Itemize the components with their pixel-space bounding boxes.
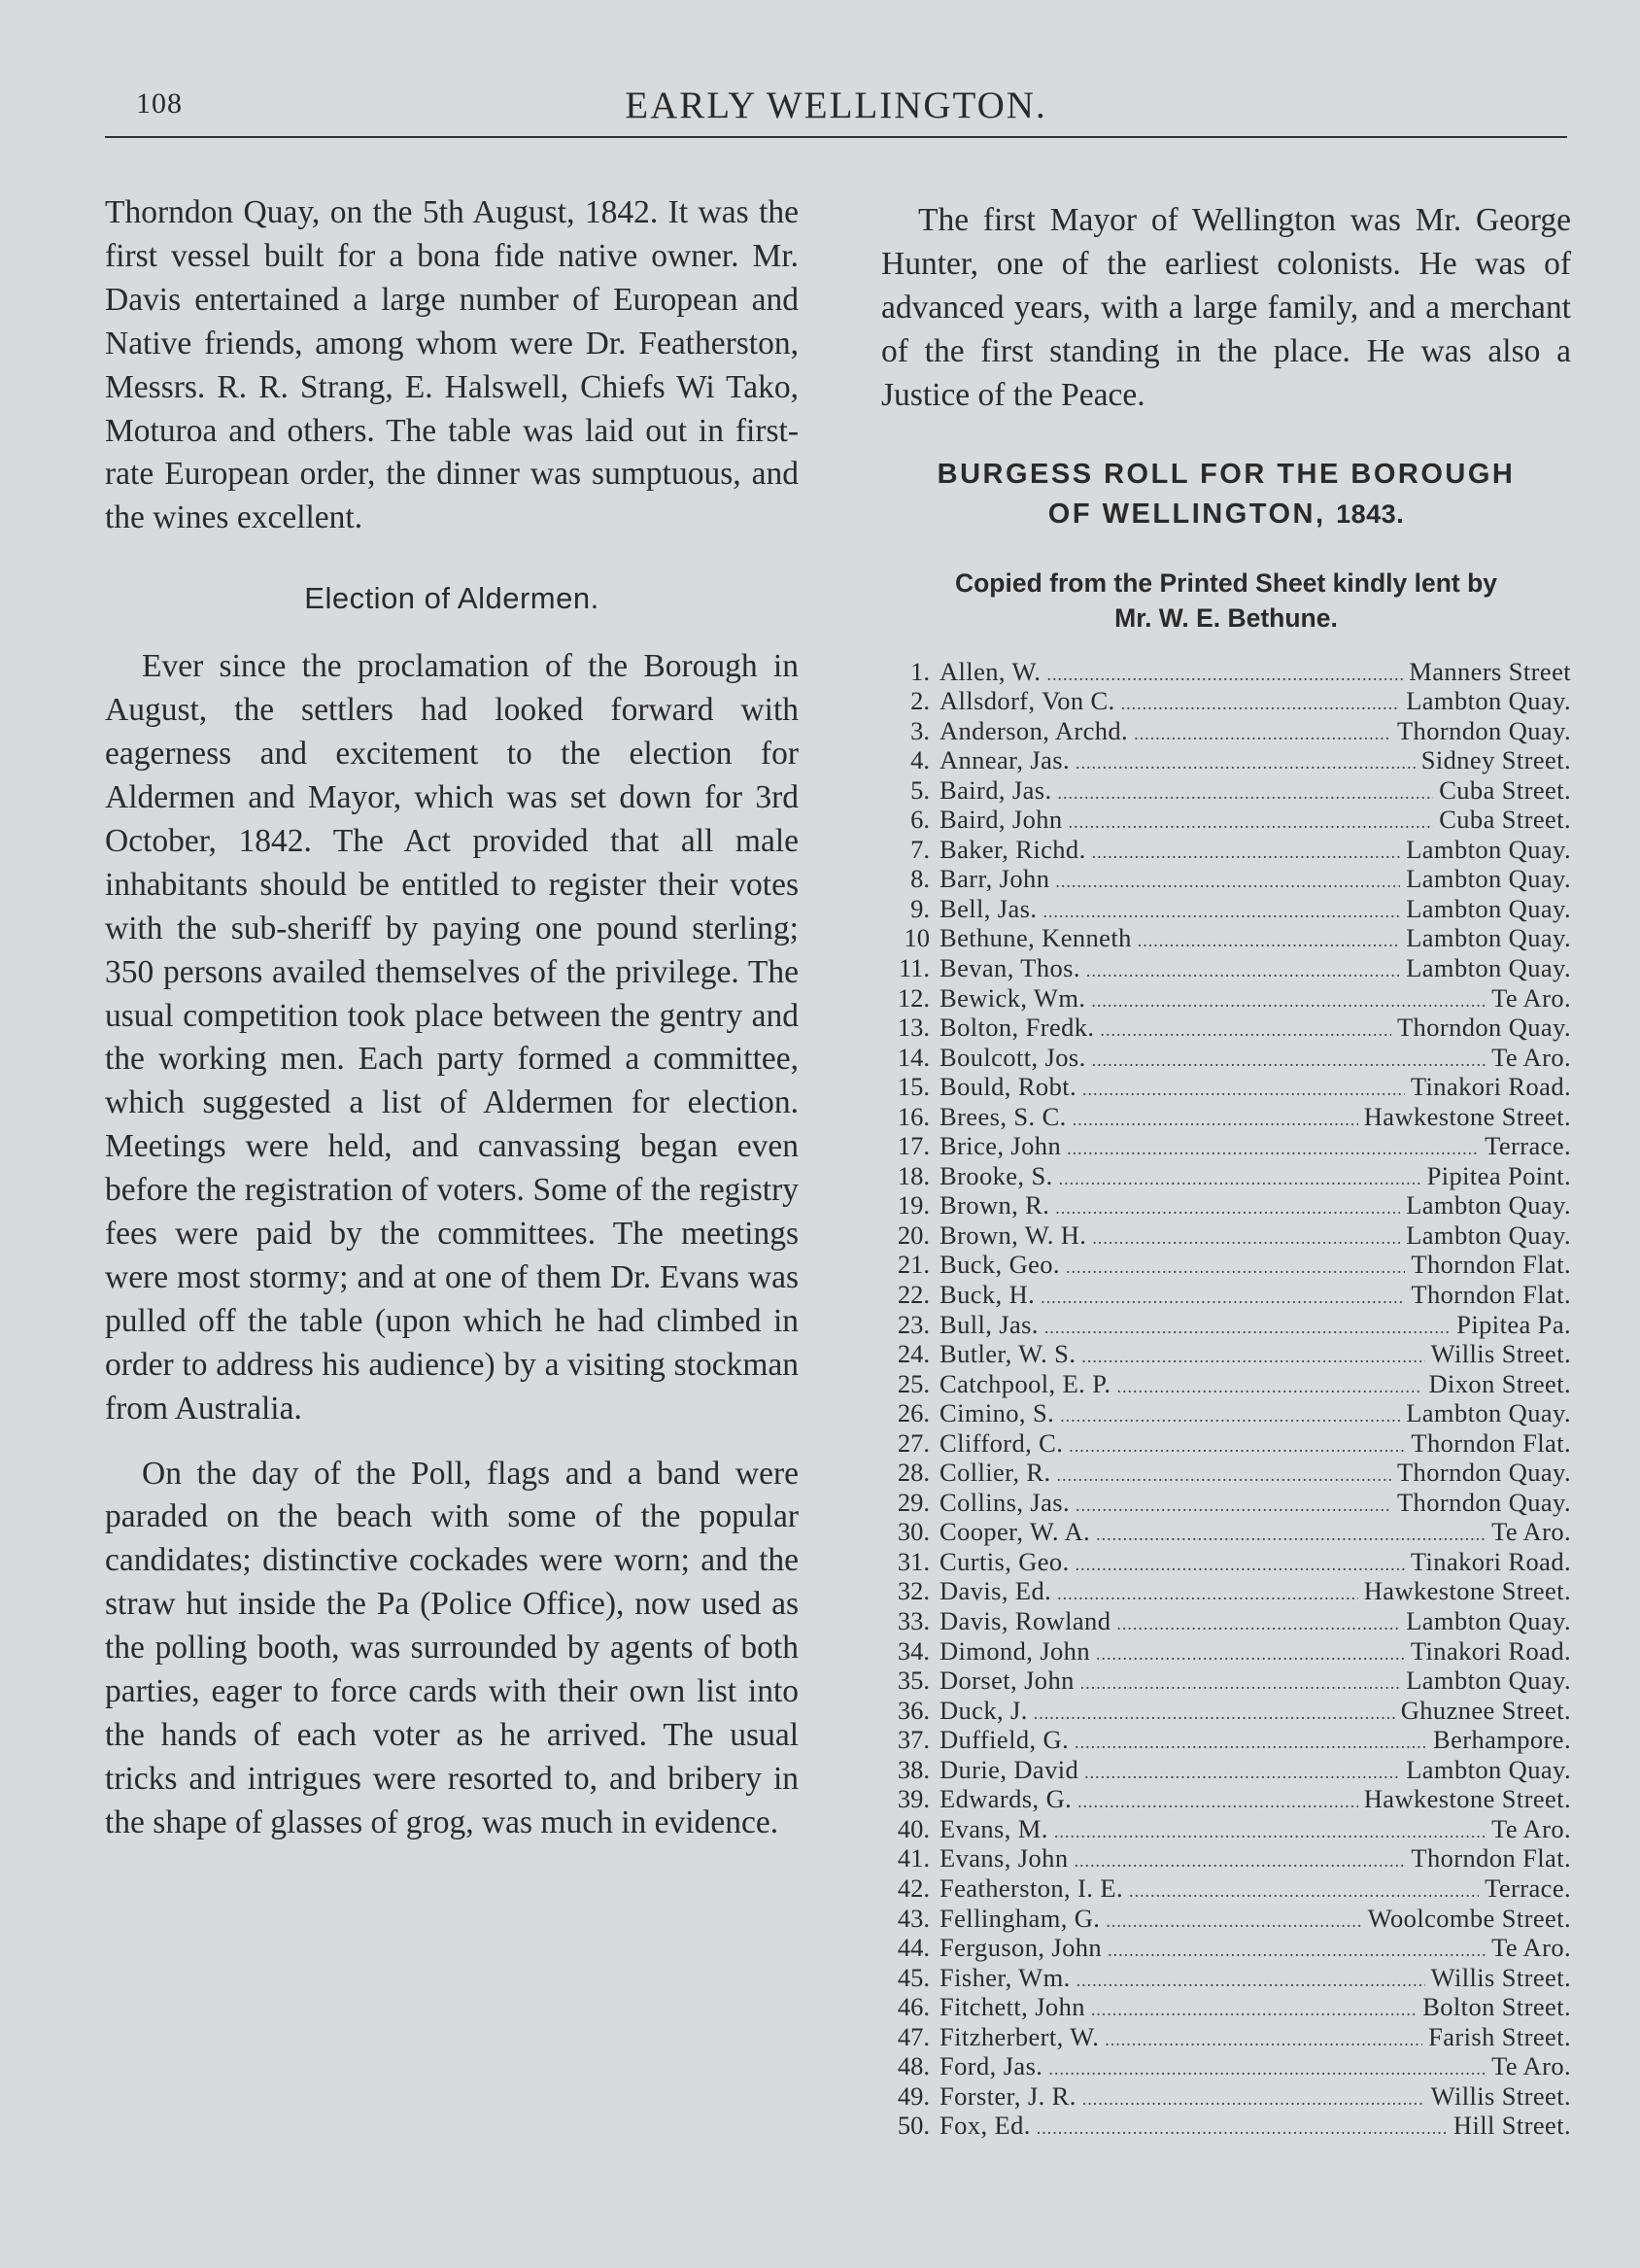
dot-leader: [1074, 1846, 1405, 1876]
roll-entry: [881, 835, 1571, 865]
entry-address: Lambton Quay.: [1406, 1606, 1571, 1636]
roll-entry: [881, 1784, 1571, 1814]
entry-name: Baird, John: [940, 805, 1063, 835]
entry-name: Bethune, Kenneth: [940, 923, 1132, 953]
entry-number: 31.: [897, 1546, 930, 1576]
entry-name: Fisher, Wm.: [940, 1962, 1071, 1992]
roll-entry: [881, 1190, 1571, 1220]
entry-number: 46.: [897, 1992, 930, 2022]
roll-entry: [881, 1013, 1571, 1043]
dot-leader: [1060, 1401, 1400, 1431]
roll-entry: [881, 1933, 1571, 1963]
entry-name: Edwards, G.: [940, 1784, 1073, 1814]
entry-number: 3.: [910, 715, 930, 745]
entry-number: 20.: [897, 1220, 930, 1250]
dot-leader: [1055, 1193, 1400, 1223]
entry-number: 22.: [897, 1280, 930, 1310]
roll-entry: [881, 1310, 1571, 1340]
entry-number: 18.: [897, 1160, 930, 1190]
entry-address: Lambton Quay.: [1406, 686, 1571, 716]
entry-number: 34.: [897, 1635, 930, 1666]
entry-address: Hawkestone Street.: [1363, 1576, 1571, 1606]
roll-entry: [881, 716, 1571, 746]
roll-entry: [881, 686, 1571, 716]
dot-leader: [1105, 2025, 1422, 2055]
entry-name: Bull, Jas.: [940, 1309, 1039, 1339]
entry-address: Thorndon Flat.: [1411, 1843, 1571, 1873]
entry-address: Lambton Quay.: [1406, 893, 1571, 923]
entry-address: Pipitea Point.: [1426, 1160, 1571, 1190]
entry-number: 7.: [910, 834, 930, 864]
dot-leader: [1037, 2113, 1448, 2144]
entry-address: Tinakori Road.: [1410, 1546, 1571, 1576]
roll-entry: [881, 2111, 1571, 2141]
entry-name: Fellingham, G.: [940, 1903, 1101, 1933]
roll-entry: [881, 953, 1571, 983]
entry-name: Catchpool, E. P.: [940, 1368, 1111, 1398]
entry-address: Thorndon Flat.: [1411, 1280, 1571, 1310]
entry-name: Bolton, Fredk.: [940, 1013, 1095, 1043]
roll-entry: [881, 1161, 1571, 1191]
roll-entry: [881, 1547, 1571, 1577]
entry-address: Terrace.: [1485, 1873, 1571, 1903]
roll-entry: [881, 1873, 1571, 1904]
entry-name: Cimino, S.: [940, 1398, 1055, 1428]
entry-name: Baird, Jas.: [940, 774, 1052, 805]
entry-number: 36.: [897, 1695, 930, 1725]
entry-address: Berhampore.: [1433, 1725, 1571, 1755]
dot-leader: [1082, 2084, 1425, 2114]
entry-name: Brees, S. C.: [940, 1101, 1067, 1131]
entry-name: Collier, R.: [940, 1458, 1051, 1488]
entry-address: Lambton Quay.: [1406, 864, 1571, 894]
right-column: [881, 199, 1571, 2141]
roll-source-line-2: Mr. W. E. Bethune.: [1114, 602, 1338, 633]
roll-entry: [881, 1606, 1571, 1636]
dot-leader: [1082, 1075, 1405, 1105]
roll-entry: [881, 2081, 1571, 2112]
paragraph-first-mayor: The first Mayor of Wellington was Mr. George Hunter, one of the earliest colonists. He was of advanced years, with a large family, and a merchant of the first standing in the place. He was also a Justice of the Peace.: [881, 202, 1571, 413]
dot-leader: [1069, 1431, 1405, 1461]
entry-number: 40.: [897, 1813, 930, 1843]
roll-entry: [881, 805, 1571, 835]
roll-entry: [881, 864, 1571, 894]
entry-address: Willis Street.: [1430, 1962, 1571, 1992]
entry-number: 23.: [897, 1309, 930, 1339]
burgess-roll-title: [881, 455, 1571, 534]
entry-name: Davis, Rowland: [940, 1606, 1111, 1636]
entry-name: Featherston, I. E.: [940, 1873, 1123, 1903]
entry-address: Willis Street.: [1430, 2080, 1571, 2111]
dot-leader: [1059, 1164, 1421, 1194]
entry-name: Davis, Ed.: [940, 1576, 1052, 1606]
dot-leader: [1081, 1342, 1424, 1372]
entry-number: 26.: [897, 1398, 930, 1428]
section-heading: Election of Aldermen.: [304, 581, 599, 616]
entry-name: Bould, Robt.: [940, 1072, 1077, 1102]
entry-address: Lambton Quay.: [1406, 1398, 1571, 1428]
entry-number: 12.: [897, 982, 930, 1013]
dot-leader: [1116, 1609, 1400, 1639]
dot-leader: [1096, 1639, 1405, 1669]
dot-leader: [1077, 1787, 1358, 1817]
entry-address: Te Aro.: [1491, 2051, 1571, 2081]
dot-leader: [1121, 689, 1401, 719]
entry-number: 30.: [897, 1517, 930, 1547]
entry-address: Willis Street.: [1430, 1339, 1571, 1369]
entry-address: Hawkestone Street.: [1363, 1784, 1571, 1814]
dot-leader: [1044, 1313, 1451, 1343]
roll-entry: [881, 1636, 1571, 1667]
entry-number: 45.: [897, 1962, 930, 1992]
roll-entry: [881, 1131, 1571, 1161]
roll-entry: [881, 1102, 1571, 1132]
entry-address: Bolton Street.: [1422, 1992, 1571, 2022]
entry-name: Cooper, W. A.: [940, 1517, 1091, 1547]
entry-name: Collins, Jas.: [940, 1487, 1071, 1517]
roll-entry: [881, 1250, 1571, 1280]
entry-address: Sidney Street.: [1420, 745, 1571, 775]
entry-address: Thorndon Quay.: [1396, 715, 1571, 745]
entry-name: Brown, R.: [940, 1190, 1050, 1220]
entry-number: 29.: [897, 1487, 930, 1517]
entry-name: Dorset, John: [940, 1666, 1075, 1696]
entry-address: Dixon Street.: [1428, 1368, 1571, 1398]
entry-number: 15.: [897, 1072, 930, 1102]
dot-leader: [1066, 1253, 1405, 1283]
entry-number: 41.: [897, 1843, 930, 1873]
entry-number: 1.: [910, 656, 930, 686]
dot-leader: [1092, 1223, 1400, 1254]
entry-name: Buck, Geo.: [940, 1250, 1060, 1280]
roll-entry: [881, 1755, 1571, 1785]
roll-entry: [881, 1666, 1571, 1696]
dot-leader: [1129, 1876, 1479, 1907]
entry-name: Fitchett, John: [940, 1992, 1085, 2022]
entry-number: 21.: [897, 1250, 930, 1280]
entry-number: 49.: [897, 2080, 930, 2111]
entry-number: 2.: [910, 686, 930, 716]
entry-name: Evans, M.: [940, 1813, 1048, 1843]
entry-address: Lambton Quay.: [1406, 923, 1571, 953]
dot-leader: [1057, 1579, 1358, 1609]
entry-address: Ghuznee Street.: [1400, 1695, 1571, 1725]
entry-name: Brice, John: [940, 1131, 1062, 1161]
paragraph-election: Ever since the proclamation of the Borough in August, the settlers had looked forward with eagerness and excitement to the election for Aldermen and Mayor, which was set down for 3rd October, 1842. The Act provided that all male inhabitants should be entitled to register their votes with the sub-sheriff by paying one pound sterling; 350 persons availed themselves of the privilege. The usual competition took place between the gentry and the working men. Each party formed a committee, which suggested a list of Aldermen for election. Meetings were held, and canvassing began even before the registration of voters. Some of the registry fees were paid by the committees. The meetings were most stormy; and at one of them Dr. Evans was pulled off the table (upon which he had climbed in order to address his audience) by a visiting stockman from Australia.: [105, 648, 799, 1426]
dot-leader: [1092, 1046, 1486, 1076]
entry-address: Thorndon Flat.: [1411, 1250, 1571, 1280]
entry-number: 39.: [897, 1784, 930, 1814]
header-rule: [105, 136, 1567, 138]
entry-address: Manners Street: [1409, 656, 1571, 686]
entry-address: Lambton Quay.: [1406, 953, 1571, 982]
entry-name: Fox, Ed.: [940, 2111, 1031, 2141]
dot-leader: [1076, 1966, 1425, 1996]
running-title: EARLY WELLINGTON.: [625, 85, 1047, 126]
roll-entry: [881, 1963, 1571, 1993]
entry-name: Forster, J. R.: [940, 2080, 1076, 2111]
dot-leader: [1073, 1105, 1358, 1135]
entry-number: 50.: [897, 2111, 930, 2141]
entry-address: Te Aro.: [1491, 1933, 1571, 1963]
entry-number: 9.: [910, 893, 930, 923]
dot-leader: [1100, 1015, 1391, 1046]
entry-number: 16.: [897, 1101, 930, 1131]
dot-leader: [1084, 1758, 1400, 1788]
entry-name: Brooke, S.: [940, 1160, 1053, 1190]
paragraph-continued: Thorndon Quay, on the 5th August, 1842. It was the first vessel built for a bona fide native owner. Mr. Davis entertained a large number of European and Native friends, among whom were Dr. Featherston, Messrs. R. R. Strang, E. Halswell, Chiefs Wi Tako, Moturoa and others. The table was laid out in first-rate European order, the dinner was sumptuous, and the wines excellent.: [105, 194, 799, 536]
dot-leader: [1086, 956, 1400, 986]
entry-number: 19.: [897, 1190, 930, 1220]
roll-entry: [881, 1339, 1571, 1369]
entry-name: Ford, Jas.: [940, 2051, 1043, 2081]
dot-leader: [1091, 986, 1486, 1016]
entry-name: Bewick, Wm.: [940, 982, 1086, 1013]
roll-entry: [881, 1696, 1571, 1726]
entry-name: Baker, Richd.: [940, 834, 1086, 864]
dot-leader: [1091, 1995, 1417, 2025]
entry-address: Thorndon Quay.: [1396, 1487, 1571, 1517]
entry-number: 35.: [897, 1666, 930, 1696]
entry-address: Farish Street.: [1428, 2021, 1571, 2051]
entry-number: 11.: [898, 953, 930, 982]
roll-title-line-1: BURGESS ROLL FOR THE BOROUGH: [937, 458, 1516, 490]
dot-leader: [1048, 2054, 1486, 2084]
entry-number: 25.: [897, 1368, 930, 1398]
roll-entry: [881, 2022, 1571, 2052]
roll-entry: [881, 1398, 1571, 1428]
roll-entry: [881, 1043, 1571, 1073]
entry-number: 8.: [910, 864, 930, 894]
dot-leader: [1058, 778, 1434, 808]
dot-leader: [1076, 1491, 1391, 1521]
dot-leader: [1080, 1668, 1400, 1699]
entry-number: 37.: [897, 1725, 930, 1755]
dot-leader: [1092, 838, 1401, 868]
dot-leader: [1108, 1936, 1486, 1966]
entry-number: 24.: [897, 1339, 930, 1369]
entry-address: Lambton Quay.: [1406, 1220, 1571, 1250]
roll-entry: [881, 1725, 1571, 1755]
dot-leader: [1138, 926, 1400, 956]
dot-leader: [1134, 719, 1391, 749]
entry-address: Te Aro.: [1491, 1813, 1571, 1843]
roll-entry: [881, 1904, 1571, 1934]
entry-number: 44.: [897, 1933, 930, 1963]
entry-number: 17.: [897, 1131, 930, 1161]
burgess-roll-list: [881, 657, 1571, 2141]
entry-address: Lambton Quay.: [1406, 834, 1571, 864]
entry-address: Lambton Quay.: [1406, 1190, 1571, 1220]
dot-leader: [1069, 808, 1434, 838]
roll-entry: [881, 1576, 1571, 1606]
entry-name: Buck, H.: [940, 1280, 1036, 1310]
roll-entry: [881, 1488, 1571, 1518]
roll-entry: [881, 1814, 1571, 1844]
dot-leader: [1067, 1134, 1479, 1164]
entry-number: 48.: [897, 2051, 930, 2081]
entry-address: Thorndon Quay.: [1396, 1458, 1571, 1488]
roll-source-line-1: Copied from the Printed Sheet kindly lent by: [954, 567, 1498, 598]
entry-address: Terrace.: [1485, 1131, 1571, 1161]
roll-entry: [881, 1992, 1571, 2022]
entry-address: Te Aro.: [1491, 982, 1571, 1013]
entry-name: Duck, J.: [940, 1695, 1028, 1725]
entry-address: Hill Street.: [1452, 2111, 1571, 2141]
entry-name: Bell, Jas.: [940, 893, 1038, 923]
roll-entry: [881, 775, 1571, 806]
dot-leader: [1116, 1372, 1422, 1402]
entry-name: Allen, W.: [940, 656, 1042, 686]
dot-leader: [1075, 1728, 1427, 1758]
entry-address: Cuba Street.: [1439, 805, 1571, 835]
entry-address: Tinakori Road.: [1410, 1072, 1571, 1102]
entry-name: Clifford, C.: [940, 1427, 1064, 1458]
roll-entry: [881, 1428, 1571, 1459]
roll-entry: [881, 1843, 1571, 1873]
dot-leader: [1055, 867, 1400, 897]
entry-number: 33.: [897, 1606, 930, 1636]
entry-address: Lambton Quay.: [1406, 1666, 1571, 1696]
entry-name: Brown, W. H.: [940, 1220, 1087, 1250]
entry-number: 5.: [910, 774, 930, 805]
entry-address: Lambton Quay.: [1406, 1754, 1571, 1784]
entry-number: 14.: [897, 1042, 930, 1072]
entry-name: Barr, John: [940, 864, 1050, 894]
roll-year: 1843.: [1336, 498, 1405, 529]
paragraph-poll-day: On the day of the Poll, flags and a band were paraded on the beach with some of the popular candidates; distinctive cockades were worn; and the straw hut inside the Pa (Police Office), now used as the polling booth, was surrounded by agents of both parties, eager to force cards with their own list into the hands of each voter as he arrived. The usual tricks and intrigues were resorted to, and bribery in the shape of glasses of grog, was much in evidence.: [105, 1455, 799, 1840]
entry-name: Butler, W. S.: [940, 1339, 1076, 1369]
entry-number: 6.: [910, 805, 930, 835]
dot-leader: [1041, 1283, 1405, 1313]
roll-entry: [881, 983, 1571, 1014]
entry-address: Hawkestone Street.: [1363, 1101, 1571, 1131]
entry-name: Dimond, John: [940, 1635, 1090, 1666]
entry-address: Thorndon Flat.: [1411, 1427, 1571, 1458]
roll-entry: [881, 1458, 1571, 1488]
entry-name: Durie, David: [940, 1754, 1079, 1784]
entry-number: 28.: [897, 1458, 930, 1488]
dot-leader: [1076, 1550, 1405, 1580]
entry-number: 32.: [897, 1576, 930, 1606]
roll-entry: [881, 657, 1571, 687]
entry-address: Woolcombe Street.: [1367, 1903, 1571, 1933]
entry-number: 38.: [897, 1754, 930, 1784]
roll-source-note: [881, 566, 1571, 636]
entry-name: Boulcott, Jos.: [940, 1042, 1086, 1072]
entry-number: 10: [904, 923, 930, 953]
entry-address: Pipitea Pa.: [1456, 1309, 1571, 1339]
roll-entry: [881, 1369, 1571, 1399]
roll-entry: [881, 1280, 1571, 1310]
dot-leader: [1096, 1520, 1486, 1550]
dot-leader: [1057, 1460, 1391, 1491]
left-column: [105, 191, 799, 1845]
entry-address: Tinakori Road.: [1410, 1635, 1571, 1666]
page-number: 108: [136, 87, 183, 120]
roll-entry: [881, 745, 1571, 775]
entry-address: Cuba Street.: [1439, 774, 1571, 805]
entry-name: Curtis, Geo.: [940, 1546, 1070, 1576]
dot-leader: [1106, 1907, 1361, 1937]
entry-address: Te Aro.: [1491, 1042, 1571, 1072]
entry-number: 42.: [897, 1873, 930, 1903]
entry-number: 47.: [897, 2021, 930, 2051]
entry-name: Ferguson, John: [940, 1933, 1103, 1963]
roll-entry: [881, 1517, 1571, 1547]
entry-address: Thorndon Quay.: [1396, 1013, 1571, 1043]
entry-name: Evans, John: [940, 1843, 1069, 1873]
entry-number: 4.: [910, 745, 930, 775]
dot-leader: [1076, 748, 1416, 778]
dot-leader: [1042, 897, 1400, 927]
roll-entry: [881, 923, 1571, 953]
entry-name: Allsdorf, Von C.: [940, 686, 1115, 716]
entry-number: 43.: [897, 1903, 930, 1933]
entry-name: Bevan, Thos.: [940, 953, 1080, 982]
roll-entry: [881, 2051, 1571, 2081]
entry-name: Anderson, Archd.: [940, 715, 1129, 745]
roll-title-line-2: OF WELLINGTON, 1843.: [1047, 498, 1405, 530]
entry-number: 13.: [897, 1013, 930, 1043]
roll-entry: [881, 1072, 1571, 1102]
roll-entry: [881, 894, 1571, 924]
roll-entry: [881, 1220, 1571, 1251]
dot-leader: [1034, 1699, 1395, 1729]
page-header: [105, 86, 1567, 134]
entry-name: Duffield, G.: [940, 1725, 1070, 1755]
entry-number: 27.: [897, 1427, 930, 1458]
entry-name: Annear, Jas.: [940, 745, 1070, 775]
dot-leader: [1054, 1817, 1486, 1847]
entry-name: Fitzherbert, W.: [940, 2021, 1100, 2051]
entry-address: Te Aro.: [1491, 1517, 1571, 1547]
dot-leader: [1046, 660, 1403, 690]
